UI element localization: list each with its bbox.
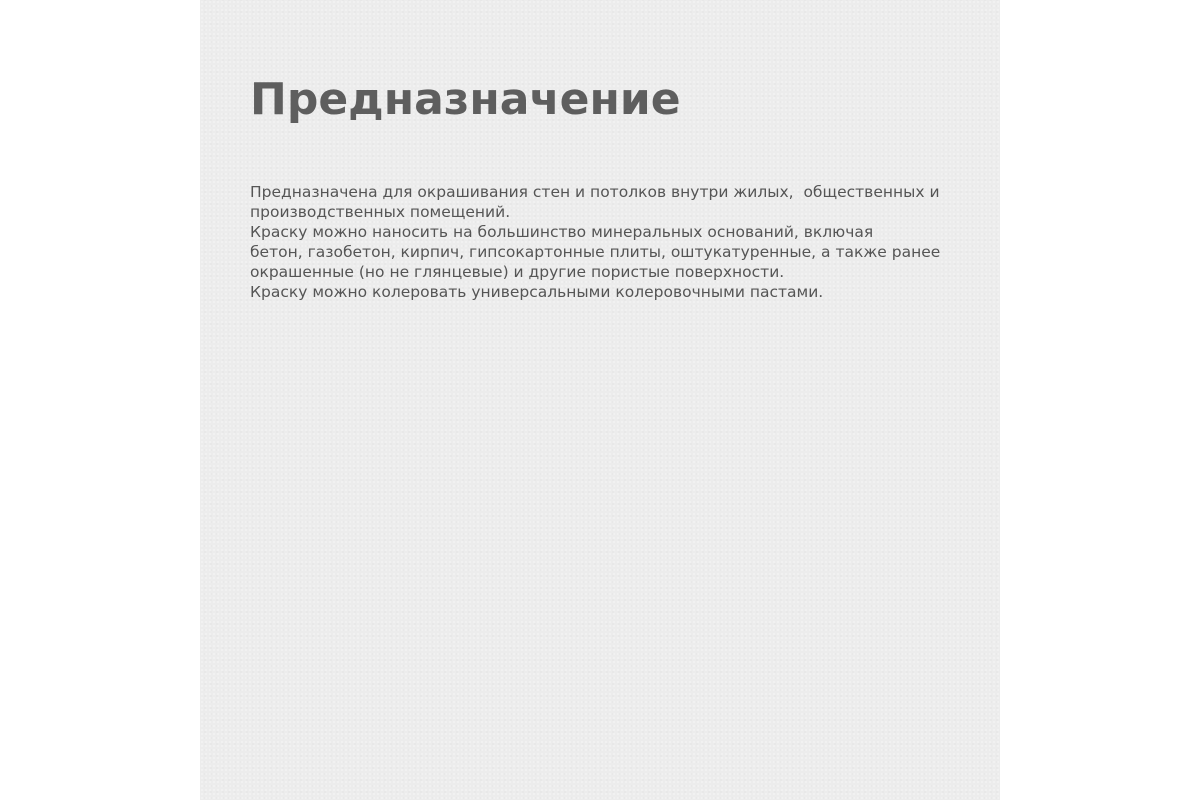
description-text [250, 182, 980, 302]
description-line: Краску можно наносить на большинство минеральных оснований, включая [250, 223, 874, 241]
section-title: Предназначение [250, 74, 681, 125]
description-line: окрашенные (но не глянцевые) и другие пористые поверхности. [250, 263, 785, 281]
description-line: Предназначена для окрашивания стен и потолков внутри жилых, общественных и [250, 183, 940, 201]
description-line: производственных помещений. [250, 203, 511, 221]
description-line: Краску можно колеровать универсальными колеровочными пастами. [250, 283, 824, 301]
description-line: бетон, газобетон, кирпич, гипсокартонные плиты, оштукатуренные, а также ранее [250, 243, 941, 261]
content-card [200, 0, 1000, 800]
